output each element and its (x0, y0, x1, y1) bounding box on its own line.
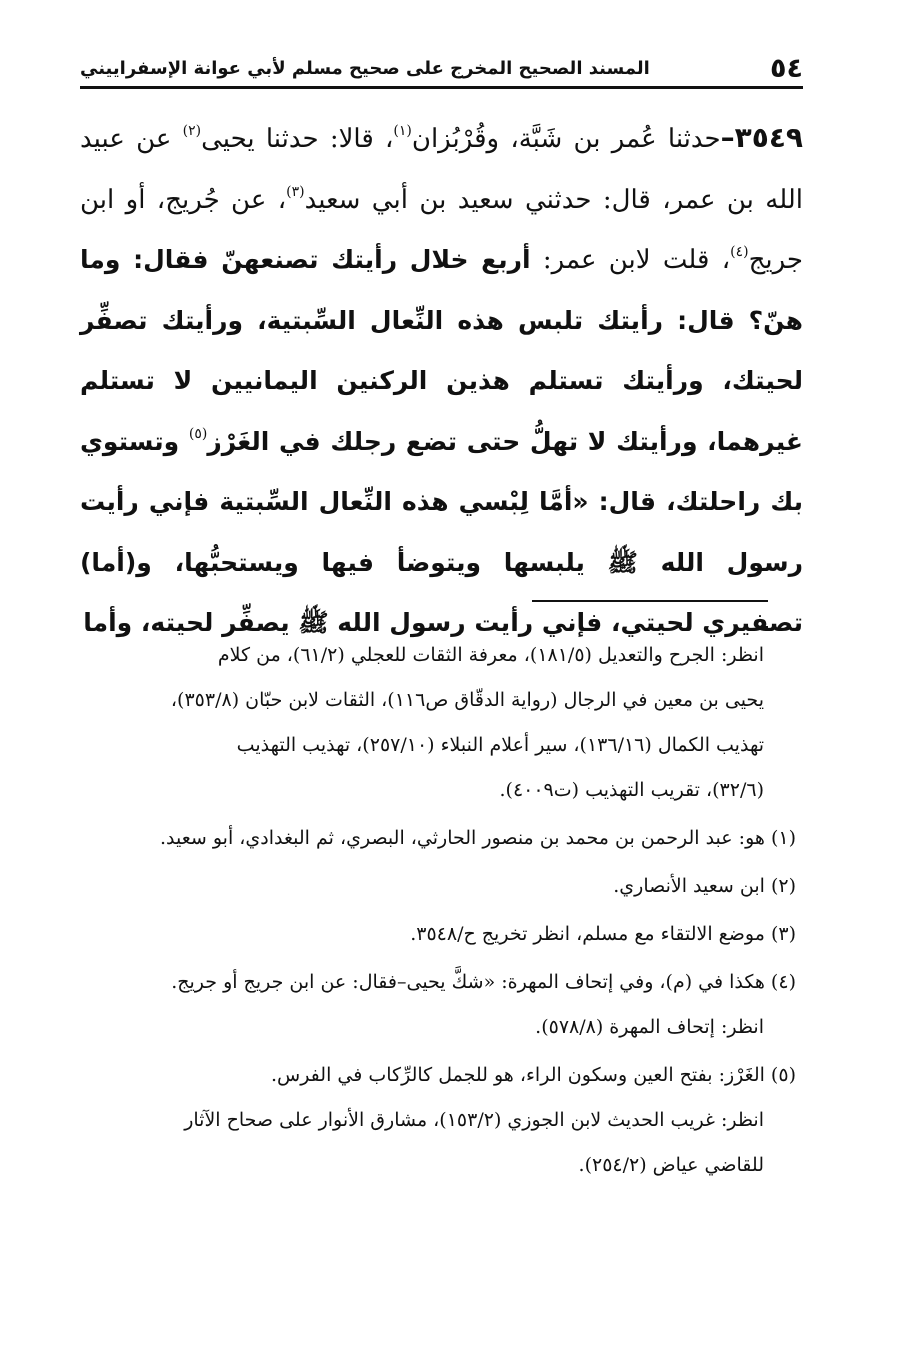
isnad-part: ، قالا: حدثنا يحيى (201, 124, 394, 154)
footnotes (86, 633, 796, 1188)
footnote-line: انظر: الجرح والتعديل (١٨١/٥)، معرفة الثقات للعجلي (٦١/٢)، من كلام (217, 644, 764, 666)
matn-text: وتستوي بك راحلتك، قال: «أمَّا لِبْسي هذه النِّعال السِّبتية فإني رأيت رسول الله ﷺ يلبسها ويتوضأ فيها ويستحبُّها، و(أما) تصفيري لحيتي، فإني رأيت رسول الله ﷺ يصفِّر لحيته، وأما (80, 426, 803, 637)
page-header (80, 50, 803, 89)
footnote-ref-5: (٥) (188, 425, 208, 442)
footnote-4: (٤) هكذا في (م)، وفي إتحاف المهرة: «شكَّ يحيى–فقال: عن ابن جريج أو جريج. (171, 971, 796, 993)
footnote-3: (٣) موضع الالتقاء مع مسلم، انظر تخريج ح/٣٥٤٨. (410, 923, 796, 945)
footnote-1: (١) هو: عبد الرحمن بن محمد بن منصور الحارثي، البصري، ثم البغدادي، أبو سعيد. (159, 827, 796, 849)
running-title: المسند الصحيح المخرج على صحيح مسلم لأبي عوانة الإسفراييني (80, 57, 650, 79)
footnote-continuation (86, 633, 796, 813)
footnote-separator (532, 600, 768, 602)
footnote-ref-3: (٣) (286, 183, 305, 200)
footnote-ref-1: (١) (393, 123, 412, 139)
footnote-2: (٢) ابن سعيد الأنصاري. (613, 875, 796, 897)
footnote-line: تهذيب الكمال (١٣٦/١٦)، سير أعلام النبلاء (٢٥٧/١٠)، تهذيب التهذيب (236, 734, 764, 756)
footnote-5-reference-cont: للقاضي عياض (٢٥٤/٢). (578, 1154, 764, 1176)
isnad-part: ، عن جُريج، أو ابن جريج (80, 184, 803, 275)
isnad-part: ، قلت لابن عمر: (530, 245, 731, 275)
footnote-5: (٥) الغَرْز: بفتح العين وسكون الراء، هو للجمل كالرِّكاب في الفرس. (270, 1064, 796, 1086)
matn-text: أربع خلال رأيتك تصنعهنّ فقال: وما هنّ؟ قال: رأيتك تلبس هذه النِّعال السِّبتية، ورأيتك تصفِّر لحيتك، ورأيتك تستلم هذين الركنين اليمانيين لا تستلم غيرهما، ورأيتك لا تهلُّ حتى تضع رجلك في الغَرْز (80, 245, 803, 456)
page-number: ٥٤ (770, 52, 803, 84)
footnote-ref-4: (٤) (730, 244, 749, 260)
footnote-continuation-mark (762, 626, 768, 628)
hadith-number-dash: – (720, 121, 735, 154)
hadith-text (80, 108, 803, 654)
isnad-part: عن عبيد الله بن عمر، قال: حدثني سعيد بن أبي سعيد (80, 124, 803, 215)
footnote-line: يحيى بن معين في الرجال (رواية الدقّاق ص١١٦)، الثقات لابن حبّان (٣٥٣/٨)، (170, 689, 764, 711)
footnote-5-reference: انظر: غريب الحديث لابن الجوزي (١٥٣/٢)، مشارق الأنوار على صحاح الآثار (184, 1109, 764, 1131)
footnote-line: (٣٢/٦)، تقريب التهذيب (ت٤٠٠٩). (499, 779, 764, 801)
footnote-ref-2: (٢) (182, 123, 202, 139)
isnad-part: حدثنا عُمر بن شَبَّة، وقُرْبُزان (411, 124, 721, 154)
hadith-number: ٣٥٤٩ (734, 121, 803, 154)
footnote-4-reference: انظر: إتحاف المهرة (٥٧٨/٨). (535, 1016, 764, 1038)
